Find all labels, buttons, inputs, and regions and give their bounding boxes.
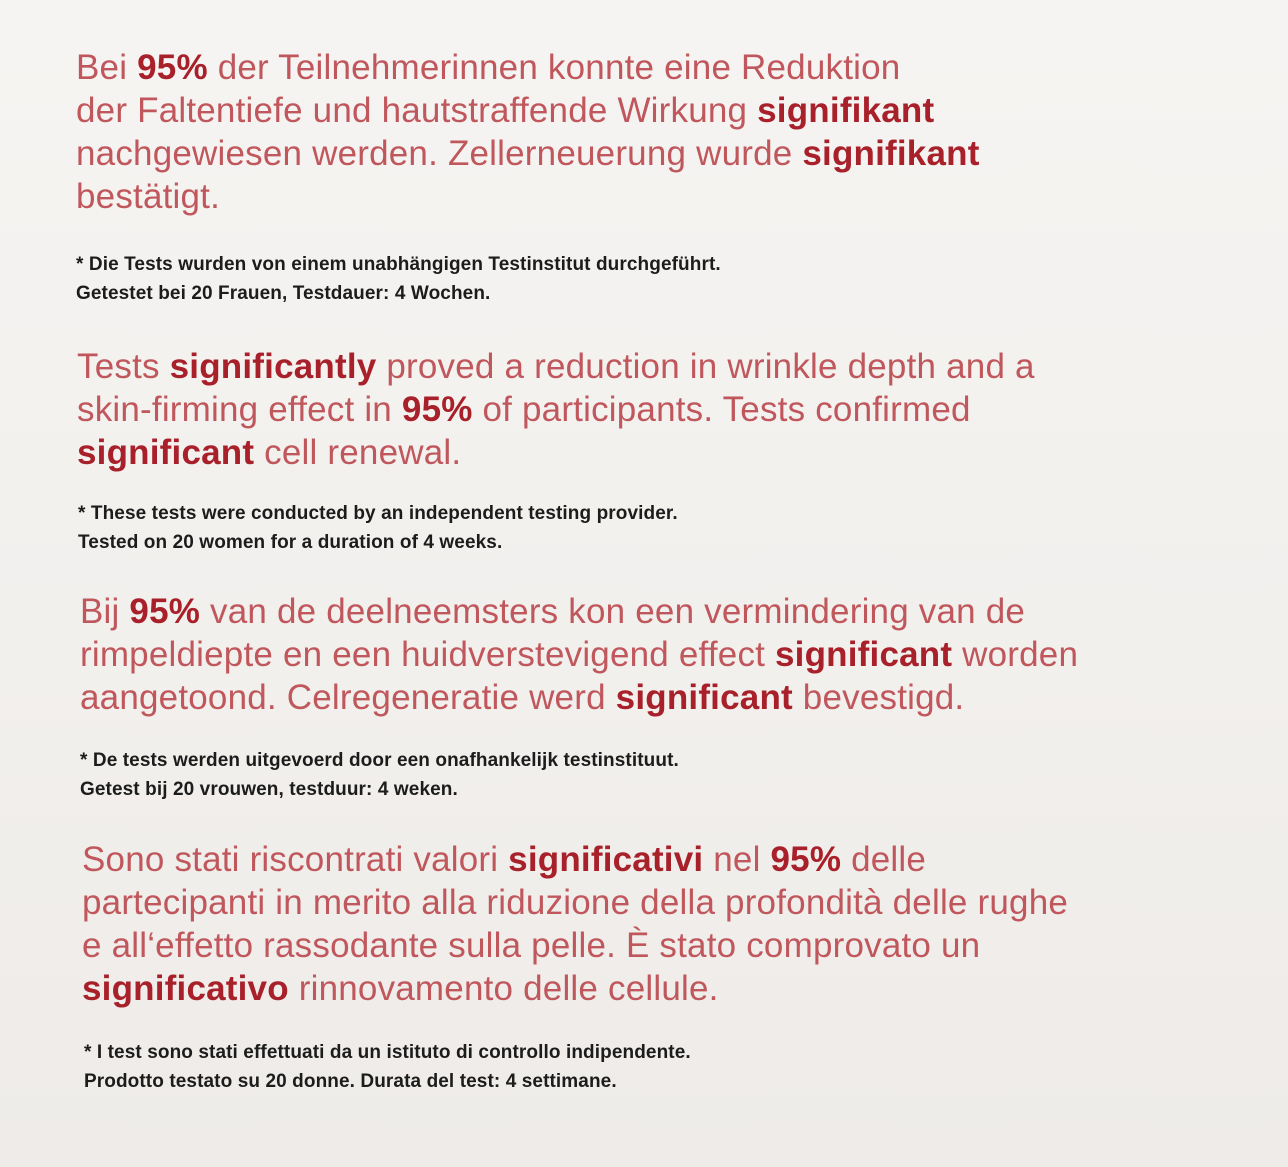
footnote-line: Getest bij 20 vrouwen, testduur: 4 weken. — [80, 779, 458, 800]
claim-run: e all‘effetto rassodante sulla pelle. È stato comprovato un — [82, 926, 981, 965]
footnote-german — [76, 250, 721, 308]
claim-run: van de deelneemsters kon een vermindering van de — [200, 592, 1026, 631]
claim-german — [76, 46, 980, 218]
footnote-dutch — [80, 746, 679, 804]
emphasis-text: significant — [615, 678, 793, 717]
claim-text — [82, 838, 1068, 1010]
emphasis-text: significant — [775, 635, 953, 674]
emphasis-text: 95% — [129, 592, 201, 631]
claim-run: rinnovamento delle cellule. — [288, 969, 719, 1008]
claim-run: nel — [703, 840, 771, 879]
claim-run: proved a reduction in wrinkle depth and a — [376, 347, 1035, 386]
claim-run: der Teilnehmerinnen konnte eine Reduktion — [207, 48, 901, 87]
claim-run: Sono stati riscontrati valori — [82, 840, 509, 879]
footnote-line: * I test sono stati effettuati da un istituto di controllo indipendente. — [84, 1042, 691, 1063]
footnote-italian — [84, 1038, 691, 1096]
emphasis-text: 95% — [401, 390, 473, 429]
emphasis-text: 95% — [137, 48, 208, 87]
emphasis-text: significativo — [82, 969, 289, 1008]
footnote-line: * De tests werden uitgevoerd door een onafhankelijk testinstituut. — [80, 750, 679, 771]
emphasis-text: significativi — [508, 840, 704, 879]
emphasis-text: signifikant — [802, 134, 980, 173]
claim-run: delle — [841, 840, 927, 879]
claim-run: skin-firming effect in — [77, 390, 402, 429]
emphasis-text: 95% — [770, 840, 842, 879]
footnote-line: Getestet bei 20 Frauen, Testdauer: 4 Wochen. — [76, 283, 491, 304]
emphasis-text: significantly — [169, 347, 377, 386]
footnote-english — [78, 499, 678, 557]
footnote-line: Prodotto testato su 20 donne. Durata del test: 4 settimane. — [84, 1071, 617, 1092]
claim-run: cell renewal. — [254, 433, 462, 472]
footnote-line: * These tests were conducted by an independent testing provider. — [78, 503, 678, 524]
claim-run: Bei — [76, 48, 138, 87]
claim-run: Bij — [80, 592, 130, 631]
claim-run: partecipanti in merito alla riduzione della profondità delle rughe — [82, 883, 1069, 922]
claim-run: of participants. Tests confirmed — [472, 390, 971, 429]
claim-text — [76, 46, 980, 218]
claim-run: rimpeldiepte en een huidverstevigend effect — [80, 635, 775, 674]
claim-text — [77, 345, 1035, 474]
emphasis-text: signifikant — [757, 91, 935, 130]
claim-run: worden — [952, 635, 1079, 674]
emphasis-text: significant — [77, 433, 255, 472]
claim-run: bestätigt. — [76, 177, 221, 216]
claim-run: nachgewiesen werden. Zellerneuerung wurde — [76, 134, 803, 173]
claim-dutch — [80, 590, 1078, 719]
footnote-line: Tested on 20 women for a duration of 4 weeks. — [78, 532, 503, 553]
claim-run: der Faltentiefe und hautstraffende Wirkung — [76, 91, 758, 130]
footnote-line: * Die Tests wurden von einem unabhängigen Testinstitut durchgeführt. — [76, 254, 721, 275]
claim-run: Tests — [77, 347, 170, 386]
claim-run: aangetoond. Celregeneratie werd — [80, 678, 616, 717]
claim-italian — [82, 838, 1068, 1010]
claim-run: bevestigd. — [792, 678, 965, 717]
claim-text — [80, 590, 1078, 719]
claim-english — [77, 345, 1035, 474]
